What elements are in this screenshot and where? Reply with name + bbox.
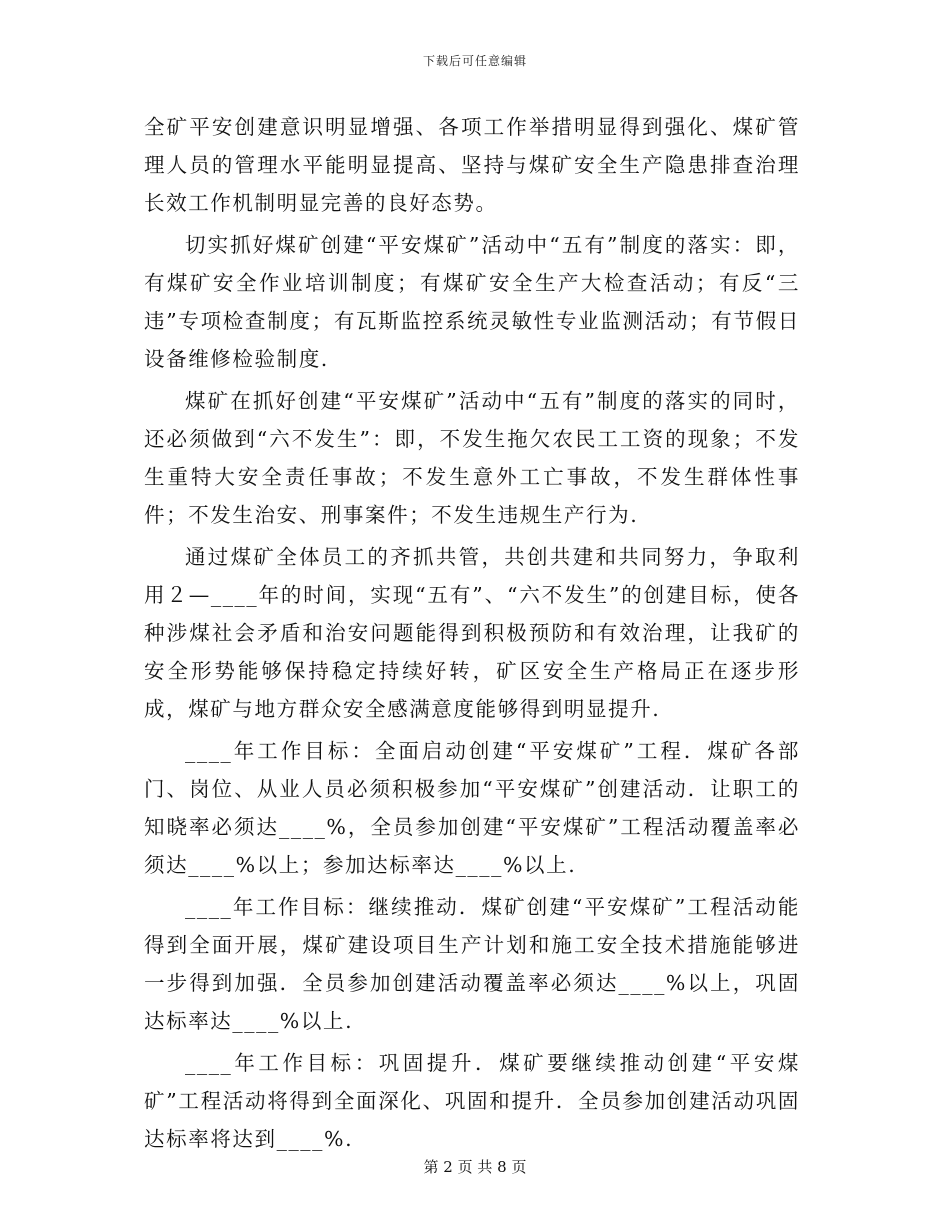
paragraph-overall-goal: 通过煤矿全体员工的齐抓共管，共创共建和共同努力，争取利用２—____年的时间，实现“五有”、“六不发生”的创建目标，使各种涉煤社会矛盾和治安问题能得到积极预防和有效治理，让我矿的安全形势能够保持稳定持续好转，矿区安全生产格局正在逐步形成，煤矿与地方群众安全感满意度能够得到明显提升. xyxy=(144,545,800,721)
document-body xyxy=(144,108,800,1162)
paragraph-goal-year-2: ____年工作目标：继续推动．煤矿创建“平安煤矿”工程活动能得到全面开展，煤矿建设项目生产计划和施工安全技术措施能够进一步得到加强．全员参加创建活动覆盖率必须达____%以上，巩固达标率达____%以上. xyxy=(144,895,800,1033)
paragraph-six-no-occurrences: 煤矿在抓好创建“平安煤矿”活动中“五有”制度的落实的同时，还必须做到“六不发生”：即，不发生拖欠农民工工资的现象；不发生重特大安全责任事故；不发生意外工亡事故，不发生群体性事件；不发生治安、刑事案件；不发生违规生产行为. xyxy=(144,389,800,527)
page-number: 第 2 页 共 8 页 xyxy=(423,1158,527,1176)
paragraph-five-systems: 切实抓好煤矿创建“平安煤矿”活动中“五有”制度的落实：即，有煤矿安全作业培训制度；有煤矿安全生产大检查活动；有反“三违”专项检查制度；有瓦斯监控系统灵敏性专业监测活动；有节假日设备维修检验制度. xyxy=(144,233,800,371)
page-header: 下载后可任意编辑 xyxy=(422,54,527,68)
paragraph-continued: 全矿平安创建意识明显增强、各项工作举措明显得到强化、煤矿管理人员的管理水平能明显提高、坚持与煤矿安全生产隐患排查治理长效工作机制明显完善的良好态势。 xyxy=(144,115,800,215)
paragraph-goal-year-1: ____年工作目标：全面启动创建“平安煤矿”工程．煤矿各部门、岗位、从业人员必须积极参加“平安煤矿”创建活动．让职工的知晓率必须达____%，全员参加创建“平安煤矿”工程活动覆盖率必须达____%以上；参加达标率达____%以上. xyxy=(144,739,800,877)
paragraph-goal-year-3: ____年工作目标：巩固提升．煤矿要继续推动创建“平安煤矿”工程活动将得到全面深化、巩固和提升．全员参加创建活动巩固达标率将达到____%. xyxy=(144,1051,800,1151)
